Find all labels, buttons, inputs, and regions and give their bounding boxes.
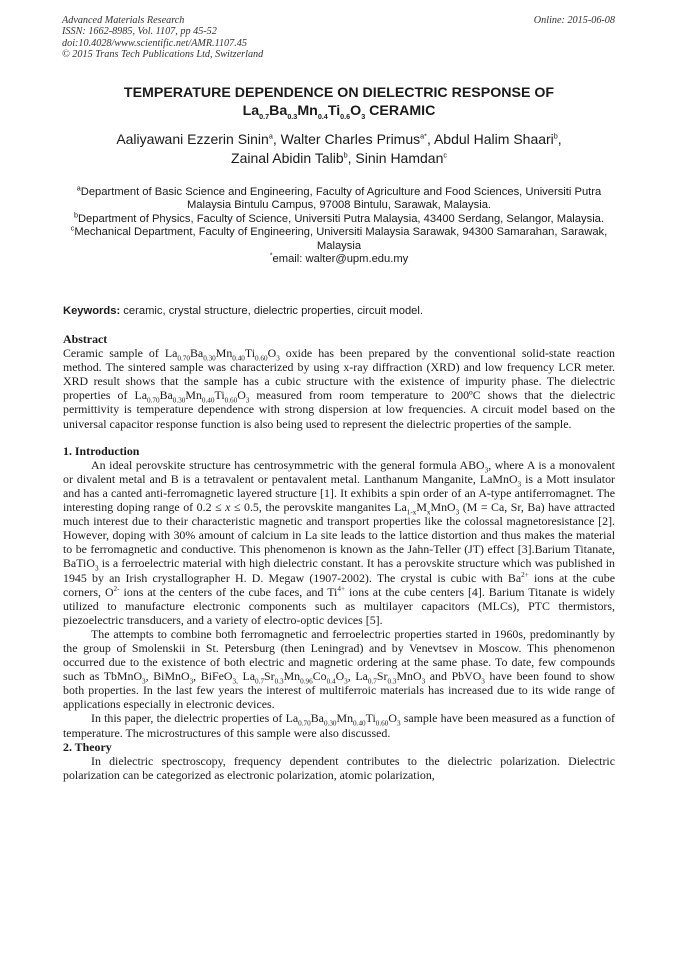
journal-issn: ISSN: 1662-8985, Vol. 1107, pp 45-52: [62, 26, 217, 38]
affiliation-c: $^c$Mechanical Department, Faculty of Engineering, Universiti Malaysia Sarawak, 94300 Samarahan, Sarawak, Malaysia: [70, 223, 608, 252]
paper-title: [40, 84, 638, 120]
affiliation-a: $^a$Department of Basic Science and Engineering, Faculty of Agriculture and Food Sciences, Universiti Putra Malaysia Bintulu Campus, 97008 Bintulu, Sarawak, Malaysia.: [76, 183, 602, 212]
author-name: Sinin Hamdan: [355, 150, 444, 166]
introduction-heading: 1. Introduction: [63, 443, 140, 458]
author-name: Abdul Halim Shaari: [433, 131, 554, 147]
introduction-paragraph-1: An ideal perovskite structure has centrosymmetric with the general formula $ABO_3$, where A is a monovalent or divalent metal and B is a tetravalent or pentavalent metal. Lanthanum Manganite, LaMnO$_3$ is a Mott insulator and has a canted anti-ferromagnetic layered structure [1]. It exhibits a spin order of an A-type antiferromagnet. The interesting doping range of 0.2 ≤ x ≤ 0.5, the perovskite manganites $La_{1-x}M_xMnO_3$ (M = Ca, Sr, Ba) have attracted much interest due to their characteristic magnetic and transport properties like the colossal magnetoresistance [2]. However, doping with 30% amount of calcium in La site leads to the lattice distortion and thus makes the material to be ferromagnetic and conductive. This phenomenon is known as the Jahn-Teller (JT) effect [3].Barium Titanate, BaTiO$_3$ is a ferroelectric material with high dielectric constant. It has a perovskite structure which was published in 1945 by an Irish crystallographer H. D. Megaw (1907-2002). The crystal is cubic with $Ba^{2+}$ ions at the cube corners, $O^{2-}$ ions at the centers of the cube faces, and $Ti^{4+}$ ions at the cube centers [4]. Barium Titanate is widely utilized to manufacture electronic components such as multilayer capacitors (MLCs), PTC thermistors, piezoelectric transducers, and a variety of electro-optic devices [5].: [63, 457, 616, 627]
paper-body: [63, 332, 615, 782]
author-name: Walter Charles Primus: [280, 131, 421, 147]
affiliations: [58, 183, 620, 266]
author-list: Aaliyawani Ezzerin Sinin$^a$, Walter Charles Primus$^{a*}$, Abdul Halim Shaari$^b$, Zainal Abidin Talib$^b$, Sinin Hamdan$^c$: [116, 131, 562, 166]
journal-name: Advanced Materials Research: [62, 15, 185, 26]
theory-heading: 2. Theory: [63, 739, 112, 754]
affiliation-b: $^b$Department of Physics, Faculty of Science, Universiti Putra Malaysia, 43400 Serdang, Selangor, Malaysia.: [73, 210, 605, 225]
keywords-text: ceramic, crystal structure, dielectric properties, circuit model.: [120, 305, 423, 317]
corresponding-email[interactable]: *email: walter@upm.edu.my: [269, 250, 409, 266]
title-line-2: $La_{0.7}Ba_{0.3}Mn_{0.4}Ti_{0.6}O_3$ CERAMIC: [242, 103, 436, 121]
abstract-text: Ceramic sample of $La_{0.70}Ba_{0.30}Mn_{0.40}Ti_{0.60}O_3$ oxide has been prepared by the conventional solid-state reaction method. The sintered sample was characterized by using x-ray diffraction (XRD) and low frequency LCR meter. XRD result shows that the sample has a cubic structure with the existence of impurity phase. The dielectric properties of $La_{0.70}Ba_{0.30}Mn_{0.40}Ti_{0.60}O_3$ measured from room temperature to 200ºC shows that the dielectric permittivity is temperature dependence with strong dispersion at low frequencies. A circuit model based on the universal capacitor response function is also being used to represent the dielectric properties of the sample.: [63, 346, 616, 431]
online-date: Online: 2015-06-08: [533, 15, 615, 26]
abstract-heading: Abstract: [63, 332, 108, 346]
journal-doi[interactable]: doi:10.4028/www.scientific.net/AMR.1107.45: [62, 37, 247, 49]
introduction-paragraph-3: In this paper, the dielectric properties of $La_{0.70}Ba_{0.30}Mn_{0.40}Ti_{0.60}O_3$ sample have been measured as a function of temperature. The microstructures of this sample were also discussed.: [63, 711, 615, 740]
author-name: Aaliyawani Ezzerin Sinin: [116, 131, 269, 147]
introduction-paragraph-2: The attempts to combine both ferromagnetic and ferroelectric properties started in 1960s, predominantly by the group of Smolenskii in St. Petersburg (then Leningrad) and by Venevtsev in Moscow. This phenomenon occurred due to the existence of both electric and magnetic ordering at the same phase. To date, few compounds such as TbMnO$_3$, BiMnO$_3$, BiFeO$_{3,}$ $La_{0.7}Sr_{0.3}Mn_{0.96}Co_{0.4}O_3$, $La_{0.7}Sr_{0.3}MnO_3$ and PbVO$_3$ have been found to show both properties. In the last few years the interest of multiferroic materials has increased due to its wide range of applications especially in electronic devices.: [63, 626, 615, 712]
author-name: Zainal Abidin Talib: [231, 150, 344, 166]
journal-header: [62, 15, 263, 61]
keywords-label: Keywords:: [63, 305, 121, 317]
title-line-1: TEMPERATURE DEPENDENCE ON DIELECTRIC RESPONSE OF: [123, 85, 555, 101]
journal-copyright: © 2015 Trans Tech Publications Ltd, Switzerland: [62, 49, 264, 61]
theory-paragraph-1: In dielectric spectroscopy, frequency dependent contributes to the dielectric polarization. Dielectric polarization can be categorized as electronic polarization, atomic polarization,: [63, 753, 615, 782]
keywords: [63, 304, 615, 318]
